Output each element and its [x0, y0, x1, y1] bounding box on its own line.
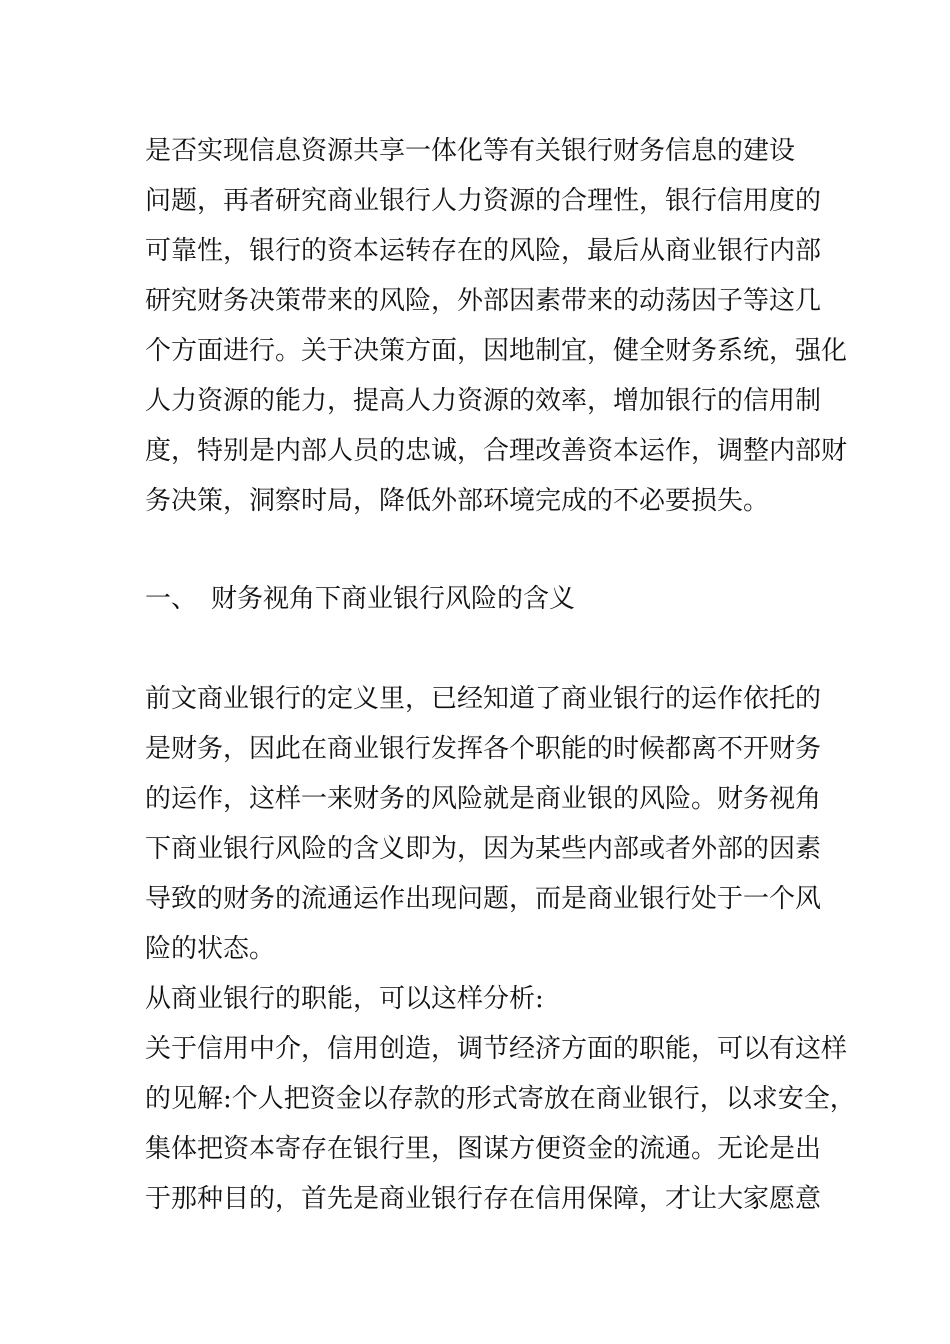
paragraph2-line-5: 导致的财务的流通运作出现问题，而是商业银行处于一个风 [145, 884, 822, 914]
paragraph4-line-3: 集体把资本寄存在银行里，图谋方便资金的流通。无论是出 [145, 1134, 822, 1164]
paragraph1-line-8: 务决策，洞察时局，降低外部环境完成的不必要损失。 [145, 486, 770, 516]
paragraph4-line-1: 关于信用中介，信用创造，调节经济方面的职能，可以有这样 [145, 1034, 848, 1064]
paragraph2-line-4: 下商业银行风险的含义即为，因为某些内部或者外部的因素 [145, 834, 822, 864]
section-number: 一、 [145, 584, 198, 614]
paragraph4-line-2: 的见解:个人把资金以存款的形式寄放在商业银行，以求安全， [145, 1084, 856, 1114]
paragraph1-line-7: 度，特别是内部人员的忠诚，合理改善资本运作，调整内部财 [145, 436, 848, 466]
paragraph1-line-5: 个方面进行。关于决策方面，因地制宜，健全财务系统，强化 [145, 336, 848, 366]
section-heading [145, 584, 575, 614]
paragraph3-line-1: 从商业银行的职能，可以这样分析: [145, 984, 544, 1014]
paragraph1-line-1: 是否实现信息资源共享一体化等有关银行财务信息的建设 [145, 136, 796, 166]
section-title: 财务视角下商业银行风险的含义 [211, 584, 576, 614]
paragraph4-line-4: 于那种目的，首先是商业银行存在信用保障，才让大家愿意 [145, 1184, 822, 1214]
paragraph1-line-3: 可靠性，银行的资本运转存在的风险，最后从商业银行内部 [145, 236, 822, 266]
paragraph1-line-2: 问题，再者研究商业银行人力资源的合理性，银行信用度的 [145, 186, 822, 216]
paragraph1-line-6: 人力资源的能力，提高人力资源的效率，增加银行的信用制 [145, 386, 822, 416]
paragraph2-line-3: 的运作，这样一来财务的风险就是商业银的风险。财务视角 [145, 784, 822, 814]
paragraph2-line-1: 前文商业银行的定义里，已经知道了商业银行的运作依托的 [145, 684, 822, 714]
paragraph2-line-6: 险的状态。 [145, 934, 276, 964]
paragraph2-line-2: 是财务，因此在商业银行发挥各个职能的时候都离不开财务 [145, 734, 822, 764]
paragraph1-line-4: 研究财务决策带来的风险，外部因素带来的动荡因子等这几 [145, 286, 822, 316]
